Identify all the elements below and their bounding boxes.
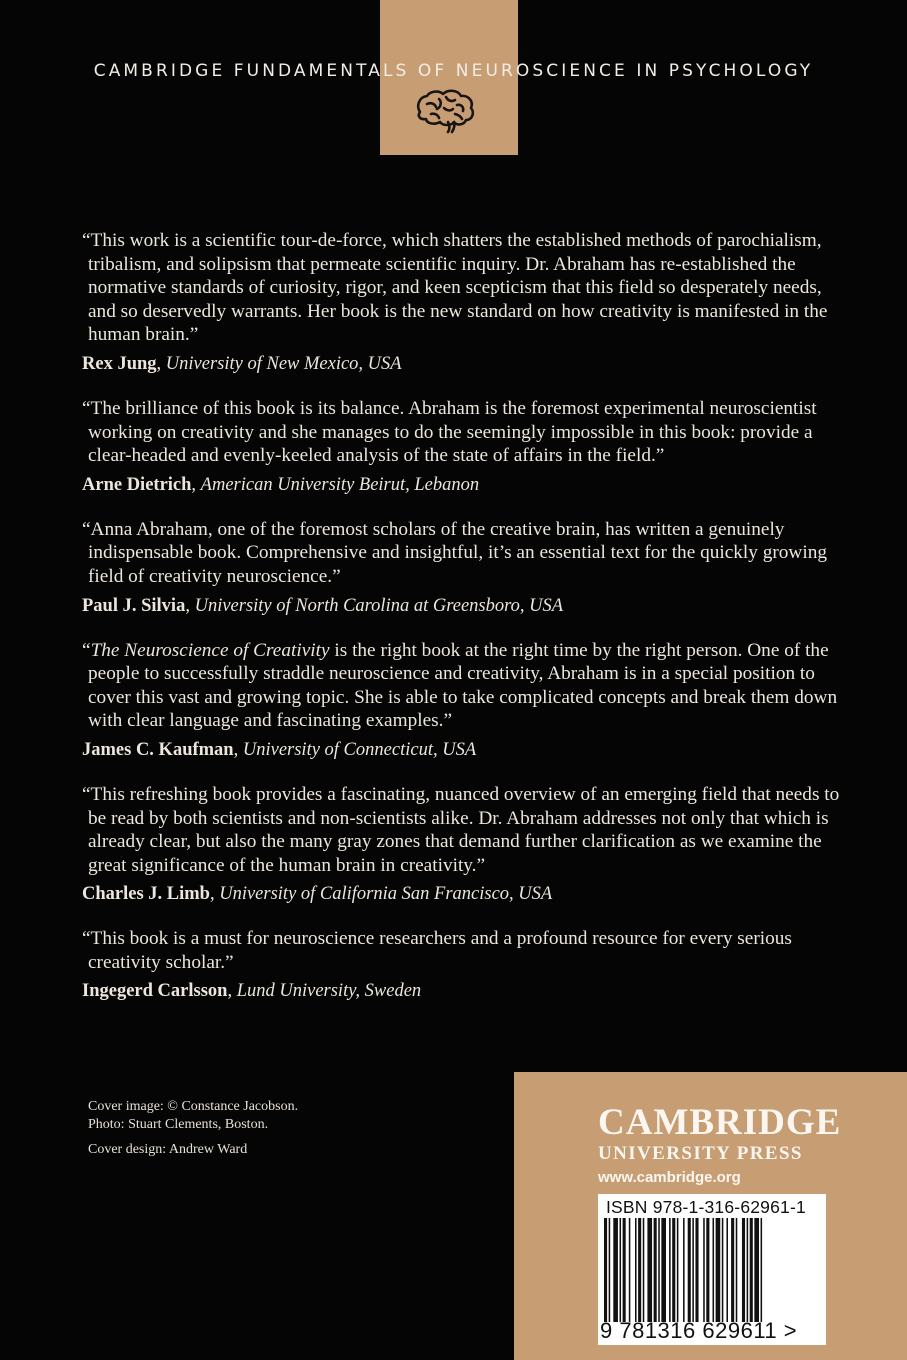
endorser-affiliation: Lund University, Sweden (236, 981, 422, 1002)
barcode-bar (750, 1218, 753, 1322)
endorsement (82, 229, 842, 376)
endorsement-attribution: Arne Dietrich, American University Beirut, Lebanon (82, 474, 480, 495)
publisher-panel (514, 1072, 907, 1360)
barcode-bar (677, 1218, 679, 1322)
barcode-bar (647, 1218, 652, 1322)
barcode-bar (629, 1218, 631, 1322)
barcode-bar (604, 1218, 607, 1322)
endorsement (82, 639, 842, 762)
barcode-bar (747, 1218, 749, 1322)
cover-credits (88, 1098, 388, 1159)
publisher-subname: UNIVERSITY PRESS (598, 1143, 803, 1164)
barcode-bar (672, 1218, 675, 1322)
barcode-bar (688, 1218, 691, 1322)
barcode-bar (726, 1218, 728, 1322)
brain-icon (410, 88, 478, 134)
barcode-bar (623, 1218, 626, 1322)
barcode-bar (716, 1218, 721, 1322)
barcode-bar (754, 1218, 759, 1322)
barcode-bar (613, 1218, 618, 1322)
endorser-name: Charles J. Limb (82, 884, 210, 905)
barcode-bar (609, 1218, 611, 1322)
barcode-bar (695, 1218, 698, 1322)
endorsement-attribution: Charles J. Limb, University of California San Francisco, USA (82, 884, 553, 905)
barcode-bar (658, 1218, 660, 1322)
barcode-bar (722, 1218, 724, 1322)
endorsement-quote: “This book is a must for neuroscience researchers and a profound resource for every serious creativity scholar.” (82, 928, 792, 973)
endorsement-quote: “The brilliance of this book is its balance. Abraham is the foremost experimental neuroscientist working on creativity and she manages to do the seemingly impossible in this book: provide a clear-headed and evenly-keeled analysis of the state of affairs in the field.” (82, 397, 817, 467)
barcode-panel (598, 1194, 826, 1345)
barcode-bar (643, 1218, 645, 1322)
endorser-name: Paul J. Silvia (82, 595, 186, 616)
endorsement (82, 927, 842, 1003)
endorser-name: Arne Dietrich (82, 474, 192, 495)
isbn-number: ISBN 978-1-316-62961-1 (606, 1197, 806, 1217)
endorser-name: Rex Jung (82, 353, 157, 374)
series-title: CAMBRIDGE FUNDAMENTALS OF NEUROSCIENCE IN PSYCHOLOGY (93, 61, 814, 81)
publisher-url: www.cambridge.org (598, 1169, 741, 1186)
endorsement (82, 783, 842, 906)
barcode-bar (761, 1218, 763, 1322)
endorsement-attribution: Ingegerd Carlsson, Lund University, Sweden (82, 981, 422, 1002)
book-title: The Neuroscience of Creativity (90, 639, 330, 661)
endorser-affiliation: American University Beirut, Lebanon (200, 474, 480, 495)
endorser-affiliation: University of Connecticut, USA (242, 739, 477, 760)
barcode-bar (703, 1218, 705, 1322)
publisher-name: CAMBRIDGE (598, 1102, 842, 1143)
barcode-bar (731, 1218, 734, 1322)
barcode-bar (620, 1218, 622, 1322)
barcode-bar (742, 1218, 745, 1322)
barcode-bar (692, 1218, 694, 1322)
barcode-bar (638, 1218, 641, 1322)
endorsements (82, 229, 842, 1024)
cover-design-credit: Cover design: Andrew Ward (88, 1142, 248, 1157)
barcode-bar (683, 1218, 685, 1322)
barcode-bar (713, 1218, 715, 1322)
endorsement-quote: “This refreshing book provides a fascinating, nuanced overview of an emerging field that needs to be read by both scientists and non-scientists alike. Dr. Abraham addresses not only that which is already clear, but also the many gray zones that demand further clarification as we examine the great significance of the human brain in creativity.” (82, 783, 840, 876)
endorsement (82, 397, 842, 497)
endorsement-quote: “This work is a scientific tour-de-force, which shatters the established methods of parochialism, tribalism, and solipsism that permeate scientific inquiry. Dr. Abraham has re-established the normative standards of curiosity, rigor, and keen scepticism that this field so desperately needs, and so deservedly warrants. Her book is the new standard on how creativity is manifested in the human brain.” (82, 230, 828, 346)
cover-image-credit: Cover image: © Constance Jacobson. (88, 1099, 299, 1114)
endorsement-quote (82, 639, 842, 733)
barcode-bar (661, 1218, 666, 1322)
endorser-affiliation: University of California San Francisco, USA (219, 884, 553, 905)
barcode-bar (736, 1218, 738, 1322)
barcode-bar (654, 1218, 657, 1322)
endorser-name: Ingegerd Carlsson (82, 981, 228, 1002)
endorser-name: James C. Kaufman (82, 739, 234, 760)
endorsement-attribution: Paul J. Silvia, University of North Carolina at Greensboro, USA (82, 595, 564, 616)
quote-text: is the right book at the right time by the right person. One of the people to successfully straddle neuroscience and creativity, Abraham is in a special position to cover this vast and growing topic. She is able to take complicated concepts and break them down with clear language and fascinating examples.” (88, 639, 838, 732)
endorsement-attribution: James C. Kaufman, University of Connecticut, USA (82, 739, 477, 760)
endorsement-quote: “Anna Abraham, one of the foremost scholars of the creative brain, has written a genuinely indispensable book. Comprehensive and insightful, it’s an essential text for the quickly growing field of creativity neuroscience.” (82, 518, 827, 587)
endorser-affiliation: University of New Mexico, USA (165, 353, 402, 374)
photo-credit: Photo: Stuart Clements, Boston. (88, 1116, 269, 1132)
barcode-bar (635, 1218, 637, 1322)
endorsement (82, 518, 842, 618)
barcode-bars (602, 1218, 822, 1322)
endorser-affiliation: University of North Carolina at Greensboro, USA (194, 595, 564, 616)
barcode-digits: 9 781316 629611 > (600, 1318, 798, 1343)
barcode-bar (669, 1218, 671, 1322)
barcode-bar (706, 1218, 709, 1322)
endorsement-attribution: Rex Jung, University of New Mexico, USA (82, 353, 402, 374)
quote-open-mark: “ (82, 639, 91, 661)
